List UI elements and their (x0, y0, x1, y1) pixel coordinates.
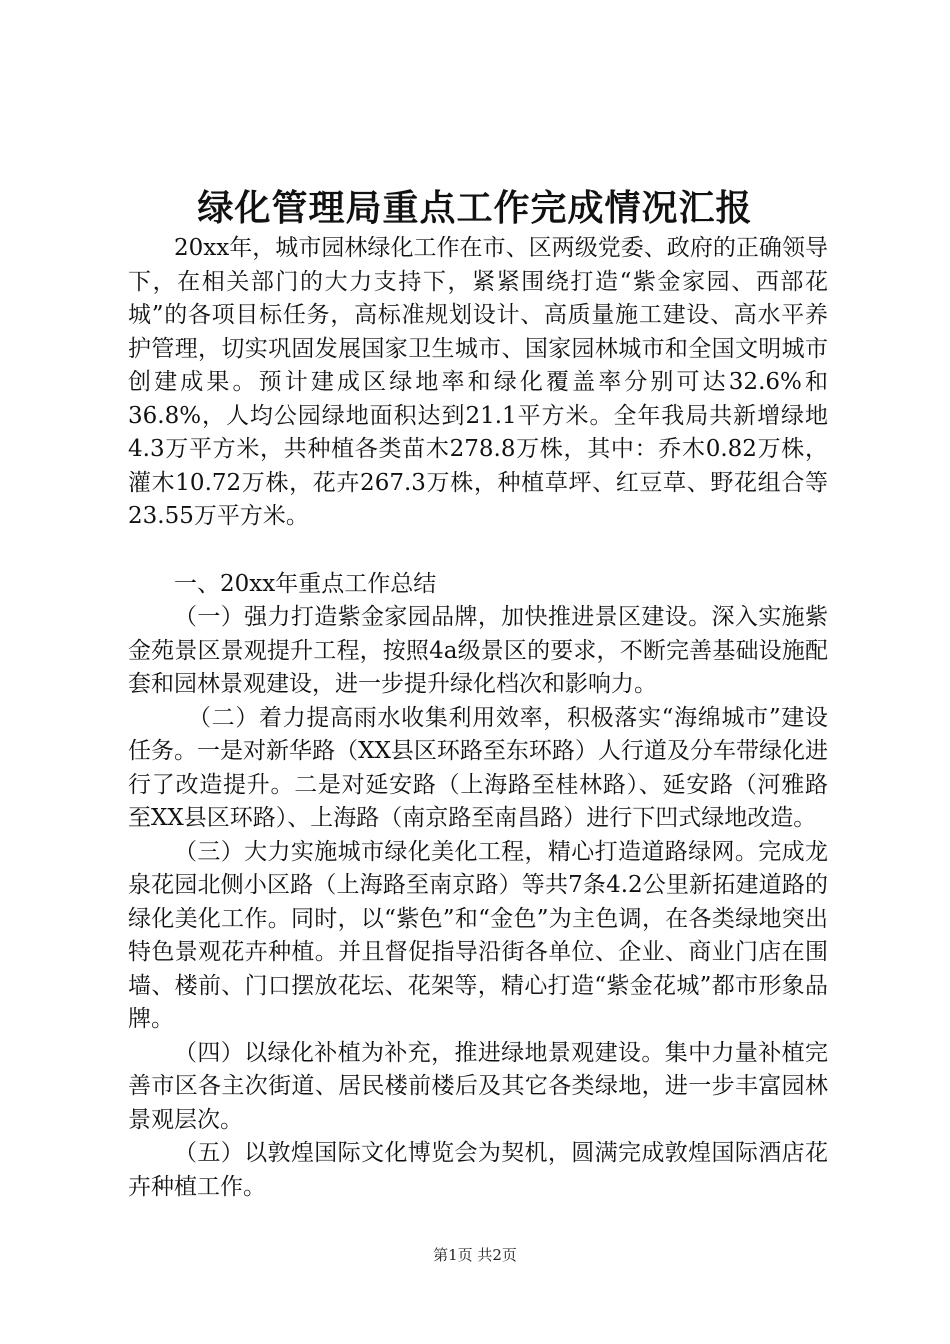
section-heading: 一、20xx年重点工作总结 (174, 570, 437, 597)
page-footer: 第1页 共2页 (433, 1246, 517, 1264)
item-paragraph-4: （四）以绿化补植为补充，推进绿地景观建设。集中力量补植完善市区各主次街道、居民楼前楼后及其它各类绿地，进一步丰富园林景观层次。 (128, 1039, 828, 1133)
item-paragraph-1: （一）强力打造紫金家园品牌，加快推进景区建设。深入实施紫金苑景区景观提升工程，按照4a级景区的要求，不断完善基础设施配套和园林景观建设，进一步提升绿化档次和影响力。 (128, 604, 828, 697)
item-paragraph-3: （三）大力实施城市绿化美化工程，精心打造道路绿网。完成龙泉花园北侧小区路（上海路至南京路）等共7条4.2公里新拓建道路的绿化美化工作。同时，以“紫色”和“金色”为主色调，在各类绿地突出特色景观花卉种植。并且督促指导沿街各单位、企业、商业门店在围墙、楼前、门口摆放花坛、花架等，精心打造“紫金花城”都市形象品牌。 (128, 838, 828, 1032)
document-title: 绿化管理局重点工作完成情况汇报 (197, 187, 753, 229)
item-paragraph-5: （五）以敦煌国际文化博览会为契机，圆满完成敦煌国际酒店花卉种植工作。 (128, 1140, 828, 1200)
document-body (128, 232, 828, 1204)
item-paragraph-2: （二）着力提高雨水收集利用效率，积极落实“海绵城市”建设任务。一是对新华路（XX县区环路至东环路）人行道及分车带绿化进行了改造提升。二是对延安路（上海路至桂林路）、延安路（河雅路至XX县区环路）、上海路（南京路至南昌路）进行下凹式绿地改造。 (128, 704, 828, 831)
intro-paragraph: 20xx年，城市园林绿化工作在市、区两级党委、政府的正确领导下，在相关部门的大力支持下，紧紧围绕打造“紫金家园、西部花城”的各项目标任务，高标准规划设计、高质量施工建设、高水平养护管理，切实巩固发展国家卫生城市、国家园林城市和全国文明城市创建成果。预计建成区绿地率和绿化覆盖率分别可达32.6%和36.8%，人均公园绿地面积达到21.1平方米。全年我局共新增绿地4.3万平方米，共种植各类苗木278.8万株，其中：乔木0.82万株，灌木10.72万株，花卉267.3万株，种植草坪、红豆草、野花组合等23.55万平方米。 (128, 235, 828, 529)
